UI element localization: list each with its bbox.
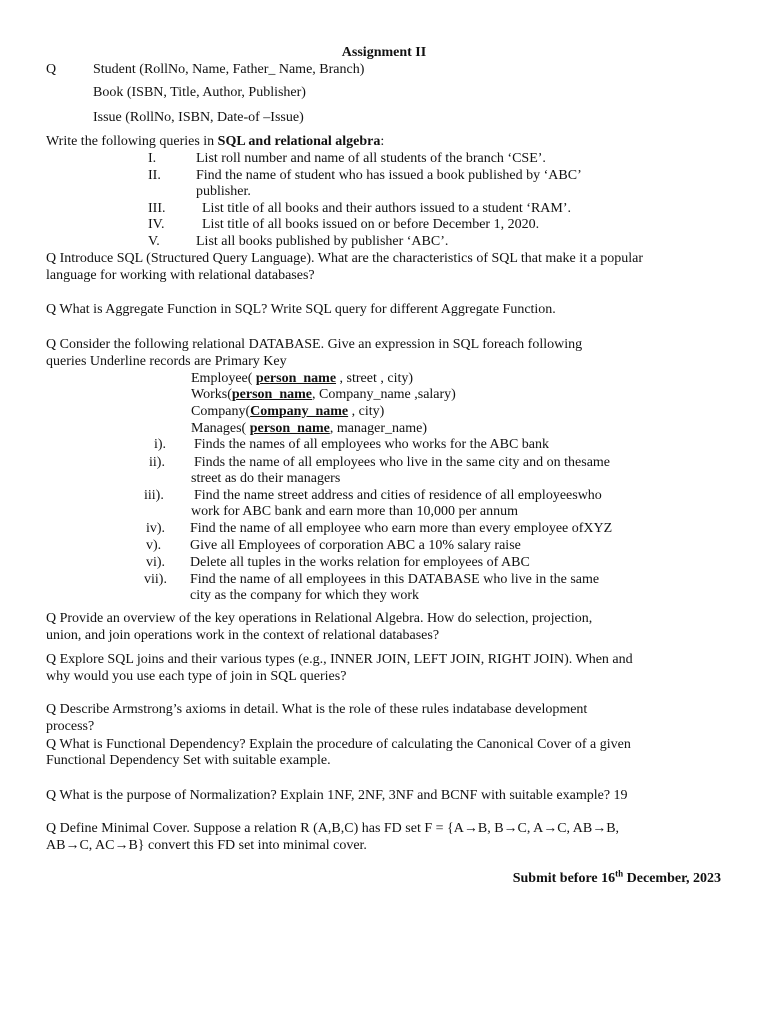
primary-key: Company_name [250, 404, 349, 419]
submit-deadline [513, 870, 721, 887]
relation-issue: Issue (RollNo, ISBN, Date-of –Issue) [93, 110, 304, 125]
instruction-bold: SQL and relational algebra [217, 134, 381, 149]
question-armstrong-line2: process? [46, 719, 95, 734]
question-armstrong-line1: Q Describe Armstrong’s axioms in detail. What is the role of these rules indatabase development [46, 702, 588, 717]
submit-superscript: th [615, 868, 624, 879]
list-item-text: Give all Employees of corporation ABC a 10% salary raise [190, 538, 521, 553]
list-item-continuation: street as do their managers [191, 471, 341, 486]
list-item-number: vi). [146, 555, 166, 570]
list-item-text: Find the name of all employee who earn more than every employee ofXYZ [190, 521, 613, 536]
schema-prefix: Employee( [191, 371, 256, 386]
list-item-number: I. [148, 151, 157, 166]
sql-ra-instruction [46, 133, 384, 150]
relation-student: Student (RollNo, Name, Father_ Name, Branch) [93, 62, 365, 77]
list-item-text: List roll number and name of all students of the branch ‘CSE’. [196, 151, 546, 166]
primary-key: person_name [255, 371, 337, 386]
question-joins-line1: Q Explore SQL joins and their various types (e.g., INNER JOIN, LEFT JOIN, RIGHT JOIN). When and [46, 652, 633, 667]
schema-works [191, 386, 456, 403]
schema-employee [191, 370, 413, 387]
list-item-number: IV. [148, 217, 165, 232]
list-item-number: II. [148, 168, 161, 183]
list-item-text: List title of all books and their authors issued to a student ‘RAM’. [202, 201, 572, 216]
schema-company [191, 403, 384, 420]
schema-suffix: , city) [348, 404, 385, 419]
list-item-number: III. [148, 201, 166, 216]
list-item-number: vii). [144, 572, 167, 587]
schema-suffix: , street , city) [336, 371, 414, 386]
schema-manages [191, 420, 427, 437]
list-item-text: Find the name street address and cities of residence of all employeeswho [194, 488, 602, 503]
submit-prefix: Submit before 16 [512, 871, 616, 886]
question-sql-intro-line2: language for working with relational databases? [46, 268, 315, 283]
question-joins-line2: why would you use each type of join in SQL queries? [46, 669, 347, 684]
question-relational-db-line1: Q Consider the following relational DATABASE. Give an expression in SQL foreach following [46, 337, 583, 352]
question-marker: Q [46, 62, 57, 77]
question-normalization: Q What is the purpose of Normalization? Explain 1NF, 2NF, 3NF and BCNF with suitable example? 19 [46, 788, 628, 803]
question-relational-db-line2: queries Underline records are Primary Key [46, 354, 287, 369]
list-item-text: Finds the names of all employees who works for the ABC bank [194, 437, 550, 452]
list-item-text: Finds the name of all employees who live in the same city and on thesame [194, 455, 611, 470]
schema-prefix: Manages( [191, 421, 250, 436]
list-item-continuation: publisher. [196, 184, 251, 199]
list-item-text: List all books published by publisher ‘ABC’. [196, 234, 449, 249]
question-ra-ops-line2: union, and join operations work in the context of relational databases? [46, 628, 440, 643]
primary-key: person_name [249, 421, 330, 436]
list-item-continuation: city as the company for which they work [190, 588, 419, 603]
list-item-number: i). [154, 437, 167, 452]
question-aggregate: Q What is Aggregate Function in SQL? Write SQL query for different Aggregate Function. [46, 302, 556, 317]
list-item-number: v). [146, 538, 162, 553]
list-item-number: ii). [149, 455, 165, 470]
schema-suffix: , manager_name) [329, 421, 428, 436]
primary-key: person_name [231, 387, 312, 402]
question-fd-line1: Q What is Functional Dependency? Explain the procedure of calculating the Canonical Cover of a given [46, 737, 631, 752]
list-item-text: Delete all tuples in the works relation for employees of ABC [190, 555, 530, 570]
schema-suffix: , Company_name ,salary) [312, 387, 456, 402]
list-item-number: iii). [144, 488, 164, 503]
list-item-continuation: work for ABC bank and earn more than 10,000 per annum [191, 504, 518, 519]
instruction-suffix: : [380, 134, 385, 149]
question-minimal-cover-line1: Q Define Minimal Cover. Suppose a relation R (A,B,C) has FD set F = {A→B, B→C, A→C, AB→B, [46, 821, 620, 836]
submit-suffix: December, 2023 [623, 871, 721, 886]
page-title: Assignment II [341, 45, 427, 60]
list-item-text: Find the name of all employees in this DATABASE who live in the same [190, 572, 600, 587]
question-fd-line2: Functional Dependency Set with suitable example. [46, 753, 331, 768]
instruction-prefix: Write the following queries in [46, 134, 218, 149]
relation-book: Book (ISBN, Title, Author, Publisher) [93, 85, 306, 100]
question-sql-intro-line1: Q Introduce SQL (Structured Query Language). What are the characteristics of SQL that make it a popular [46, 251, 643, 266]
list-item-text: List title of all books issued on or before December 1, 2020. [202, 217, 540, 232]
list-item-number: iv). [146, 521, 166, 536]
list-item-number: V. [148, 234, 160, 249]
question-minimal-cover-line2: AB→C, AC→B} convert this FD set into minimal cover. [46, 838, 367, 853]
schema-prefix: Company( [191, 404, 251, 419]
list-item-text: Find the name of student who has issued a book published by ‘ABC’ [196, 168, 582, 183]
schema-prefix: Works( [191, 387, 232, 402]
question-ra-ops-line1: Q Provide an overview of the key operations in Relational Algebra. How do selection, projection, [46, 611, 593, 626]
